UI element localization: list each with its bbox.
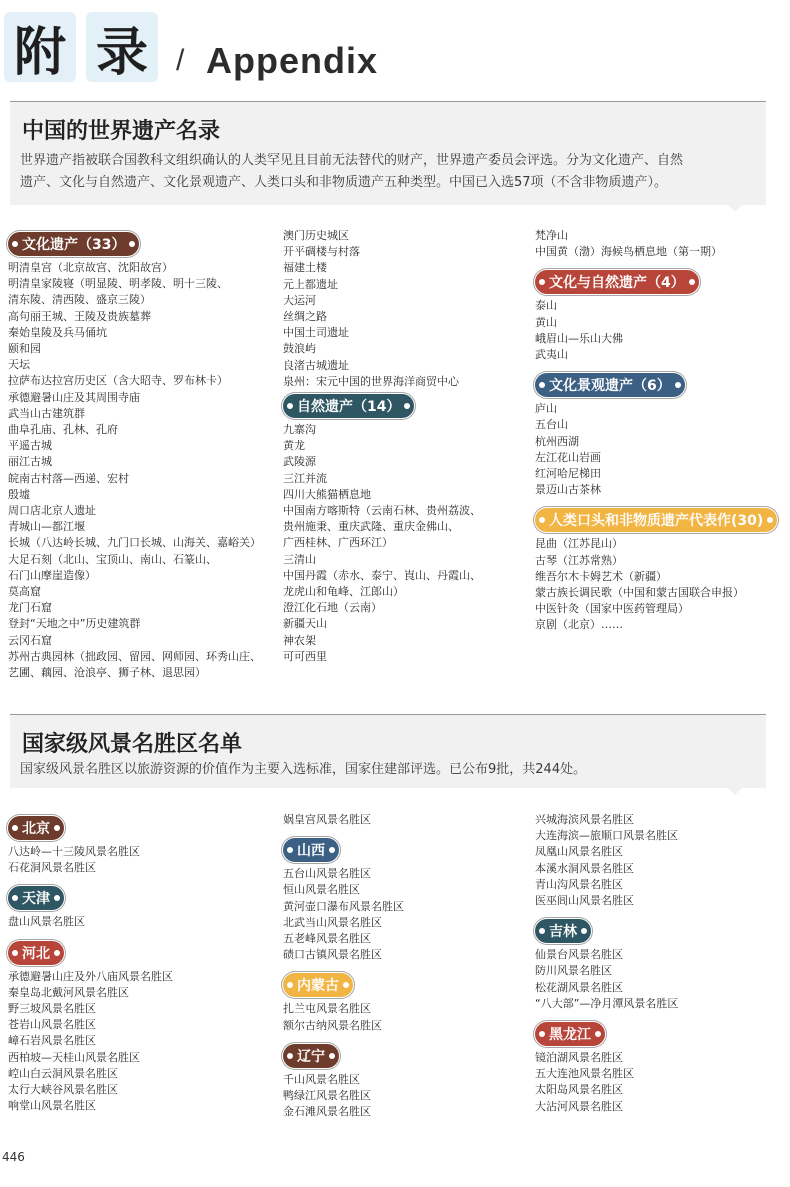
list-item: 明清皇家陵寝（明显陵、明孝陵、明十三陵、 (8, 277, 228, 291)
list-tianjin (4, 914, 173, 930)
list-item: 西柏坡—天桂山风景名胜区 (8, 1050, 140, 1064)
list-item: 承德避暑山庄及外八庙风景名胜区 (8, 969, 173, 983)
list-item: 响堂山风景名胜区 (8, 1099, 96, 1113)
list-item: 盘山风景名胜区 (8, 915, 85, 929)
list-item: 平遥古城 (8, 439, 52, 453)
list-item: 中国南方喀斯特（云南石林、贵州荔波、 (283, 504, 481, 518)
list-item: 神农架 (283, 633, 316, 647)
list-item: 曲阜孔庙、孔林、孔府 (8, 423, 118, 437)
list-item: 黄山 (535, 315, 557, 329)
list-item: 秦始皇陵及兵马俑坑 (8, 325, 107, 339)
heritage-col-2 (283, 228, 481, 665)
list-item: 苍岩山风景名胜区 (8, 1018, 96, 1032)
list-item: 青城山—都江堰 (8, 520, 85, 534)
list-item: 武当山古建筑群 (8, 406, 85, 420)
badge-neimenggu: 内蒙古 (283, 973, 353, 997)
list-item: 八达岭—十三陵风景名胜区 (8, 845, 140, 858)
list-item: 清东陵、清西陵、盛京三陵） (8, 293, 151, 307)
badge-natural: 自然遗产（14） (283, 394, 414, 418)
heritage-description: 世界遗产指被联合国教科文组织确认的人类罕见且目前无法替代的财产，世界遗产委员会评选。分为文化遗产、自然 遗产、文化与自然遗产、文化景观遗产、人类口头和非物质遗产五种类型。中国已入选57项（不含非物质遗产）。 (20, 153, 684, 190)
badge-cultural: 文化遗产（33） (8, 232, 139, 256)
header-char-lu: 录 (86, 12, 158, 82)
list-item: 福建土楼 (283, 261, 327, 275)
list-item: 额尔古纳风景名胜区 (283, 1018, 382, 1032)
list-item: 景迈山古茶林 (535, 483, 601, 497)
list-item: 京剧（北京）…… (535, 618, 623, 632)
list-item: 镜泊湖风景名胜区 (535, 1051, 623, 1065)
list-item: 石门山摩崖造像） (8, 568, 96, 582)
list-intangible (535, 536, 777, 633)
list-item: 澳门历史城区 (283, 229, 349, 242)
list-item: 登封“天地之中”历史建筑群 (8, 617, 141, 631)
heritage-intro-box (10, 101, 766, 205)
list-jilin (535, 947, 678, 1012)
list-natural-cont (535, 228, 777, 260)
list-item: 碛口古镇风景名胜区 (283, 948, 382, 962)
list-item: 太阳岛风景名胜区 (535, 1083, 623, 1097)
badge-heilongjiang: 黑龙江 (535, 1022, 605, 1046)
list-item: 凤凰山风景名胜区 (535, 845, 623, 859)
list-item: “八大部”—净月潭风景名胜区 (535, 996, 679, 1010)
header-char-fu: 附 (4, 12, 76, 82)
list-item: 龙虎山和龟峰、江郎山） (283, 585, 404, 599)
list-item: 中国黄（渤）海候鸟栖息地（第一期） (535, 245, 722, 259)
list-item: 明清皇宫（北京故宫、沈阳故宫） (8, 261, 173, 274)
list-heilongjiang (535, 1050, 678, 1115)
scenic-col-1 (4, 812, 173, 1114)
list-item: 五台山风景名胜区 (283, 867, 371, 881)
list-item: 武夷山 (535, 348, 568, 362)
list-item: 广西桂林、广西环江） (283, 536, 393, 550)
scenic-title: 国家级风景名胜区名单 (22, 732, 243, 757)
list-item: 北武当山风景名胜区 (283, 915, 382, 929)
list-item: 贵州施秉、重庆武隆、重庆金佛山、 (283, 520, 459, 534)
list-item: 泰山 (535, 299, 557, 313)
scenic-col-3 (535, 812, 678, 1115)
list-item: 殷墟 (8, 487, 30, 501)
scenic-intro-arrow (728, 788, 742, 795)
list-shanxi (283, 866, 404, 963)
list-item: 梵净山 (535, 229, 568, 242)
list-item: 恒山风景名胜区 (283, 883, 360, 897)
list-item: 三江并流 (283, 471, 327, 485)
list-item: 鼓浪屿 (283, 342, 316, 356)
heritage-col-3 (535, 228, 777, 634)
list-item: 颐和园 (8, 342, 41, 356)
badge-landscape: 文化景观遗产（6） (535, 373, 685, 397)
list-cultural (4, 260, 261, 681)
list-item: 丽江古城 (8, 455, 52, 469)
list-item: 天坛 (8, 358, 30, 372)
list-landscape (535, 401, 777, 498)
list-item: 左江花山岩画 (535, 450, 601, 464)
scenic-description: 国家级风景名胜区以旅游资源的价值作为主要入选标准，国家住建部评选。已公布9批，共244处。 (20, 762, 587, 777)
badge-mixed: 文化与自然遗产（4） (535, 270, 699, 294)
list-item: 黄龙 (283, 439, 305, 453)
list-item: 苏州古典园林（拙政园、留园、网师园、环秀山庄、 (8, 649, 261, 663)
list-item: 泉州：宋元中国的世界海洋商贸中心 (283, 374, 459, 388)
list-item: 龙门石窟 (8, 601, 52, 615)
list-item: 娲皇宫风景名胜区 (283, 813, 371, 826)
list-liaoning-cont (535, 812, 678, 909)
list-item: 本溪水洞风景名胜区 (535, 861, 634, 875)
list-item: 大连海滨—旅顺口风景名胜区 (535, 829, 678, 843)
list-item: 黄河壶口瀑布风景名胜区 (283, 899, 404, 913)
list-beijing (4, 844, 173, 876)
list-item: 扎兰屯风景名胜区 (283, 1002, 371, 1016)
list-item: 秦皇岛北戴河风景名胜区 (8, 985, 129, 999)
list-item: 开平碉楼与村落 (283, 245, 360, 259)
header-slash: / (176, 44, 185, 77)
list-item: 大沾河风景名胜区 (535, 1099, 623, 1113)
list-item: 九寨沟 (283, 423, 316, 437)
list-item: 太行大峡谷风景名胜区 (8, 1083, 118, 1097)
list-item: 五台山 (535, 418, 568, 432)
list-item: 元上都遗址 (283, 277, 338, 291)
list-item: 昆曲（江苏昆山） (535, 537, 623, 551)
list-item: 峨眉山—乐山大佛 (535, 331, 623, 345)
list-item: 高句丽王城、王陵及贵族墓葬 (8, 309, 151, 323)
list-item: 维吾尔木卡姆艺术（新疆） (535, 569, 667, 583)
list-item: 新疆天山 (283, 617, 327, 631)
list-item: 医巫闾山风景名胜区 (535, 894, 634, 908)
list-item: 五老峰风景名胜区 (283, 932, 371, 946)
list-item: 中医针灸（国家中医药管理局） (535, 602, 689, 616)
list-item: 五大连池风景名胜区 (535, 1067, 634, 1081)
badge-jilin: 吉林 (535, 919, 591, 943)
list-item: 拉萨布达拉宫历史区（含大昭寺、罗布林卡） (8, 374, 228, 388)
header-english-title: Appendix (206, 40, 379, 81)
list-item: 兴城海滨风景名胜区 (535, 813, 634, 826)
list-item: 大足石刻（北山、宝顶山、南山、石篆山、 (8, 552, 217, 566)
heritage-col-1 (4, 228, 261, 681)
page-number: 446 (2, 1150, 25, 1164)
list-item: 云冈石窟 (8, 633, 52, 647)
list-item: 丝绸之路 (283, 310, 327, 324)
list-item: 石花洞风景名胜区 (8, 861, 96, 875)
list-item: 嶂石岩风景名胜区 (8, 1034, 96, 1048)
list-item: 防川风景名胜区 (535, 964, 612, 978)
badge-liaoning: 辽宁 (283, 1044, 339, 1068)
list-item: 野三坡风景名胜区 (8, 1002, 96, 1016)
list-item: 青山沟风景名胜区 (535, 877, 623, 891)
list-item: 仙景台风景名胜区 (535, 948, 623, 962)
list-item: 澄江化石地（云南） (283, 601, 382, 615)
badge-tianjin: 天津 (8, 886, 64, 910)
scenic-intro-box (10, 714, 766, 788)
heritage-intro-arrow (728, 205, 742, 212)
list-item: 周口店北京人遗址 (8, 504, 96, 518)
list-item: 红河哈尼梯田 (535, 467, 601, 481)
list-item: 古琴（江苏常熟） (535, 553, 623, 567)
list-item: 三清山 (283, 552, 316, 566)
list-item: 杭州西湖 (535, 434, 579, 448)
list-item: 大运河 (283, 293, 316, 307)
list-item: 莫高窟 (8, 585, 41, 599)
list-item: 四川大熊猫栖息地 (283, 487, 371, 501)
list-item: 蒙古族长调民歌（中国和蒙古国联合申报） (535, 586, 744, 600)
list-item: 崆山白云洞风景名胜区 (8, 1066, 118, 1080)
list-hebei-cont (283, 812, 404, 828)
list-hebei (4, 969, 173, 1115)
list-item: 艺圃、藕园、沧浪亭、狮子林、退思园） (8, 666, 206, 680)
list-item: 承德避暑山庄及其周围寺庙 (8, 390, 140, 404)
scenic-col-2 (283, 812, 404, 1120)
list-item: 武陵源 (283, 455, 316, 469)
list-item: 中国丹霞（赤水、泰宁、崀山、丹霞山、 (283, 568, 481, 582)
list-natural (283, 422, 481, 665)
badge-hebei: 河北 (8, 941, 64, 965)
list-liaoning (283, 1072, 404, 1121)
list-item: 长城（八达岭长城、九门口长城、山海关、嘉峪关） (8, 536, 261, 550)
heritage-title: 中国的世界遗产名录 (22, 119, 221, 144)
list-item: 可可西里 (283, 649, 327, 663)
list-item: 鸭绿江风景名胜区 (283, 1089, 371, 1103)
list-item: 良渚古城遗址 (283, 358, 349, 372)
list-item: 松花湖风景名胜区 (535, 980, 623, 994)
list-item: 金石滩风景名胜区 (283, 1105, 371, 1119)
list-item: 皖南古村落—西递、宏村 (8, 471, 129, 485)
list-cultural-cont (283, 228, 481, 390)
list-neimenggu (283, 1001, 404, 1033)
list-item: 千山风景名胜区 (283, 1072, 360, 1086)
list-item: 中国土司遗址 (283, 326, 349, 340)
list-item: 庐山 (535, 402, 557, 416)
badge-intangible: 人类口头和非物质遗产代表作(30) (535, 508, 777, 532)
badge-beijing: 北京 (8, 816, 64, 840)
badge-shanxi: 山西 (283, 838, 339, 862)
list-mixed (535, 298, 777, 363)
